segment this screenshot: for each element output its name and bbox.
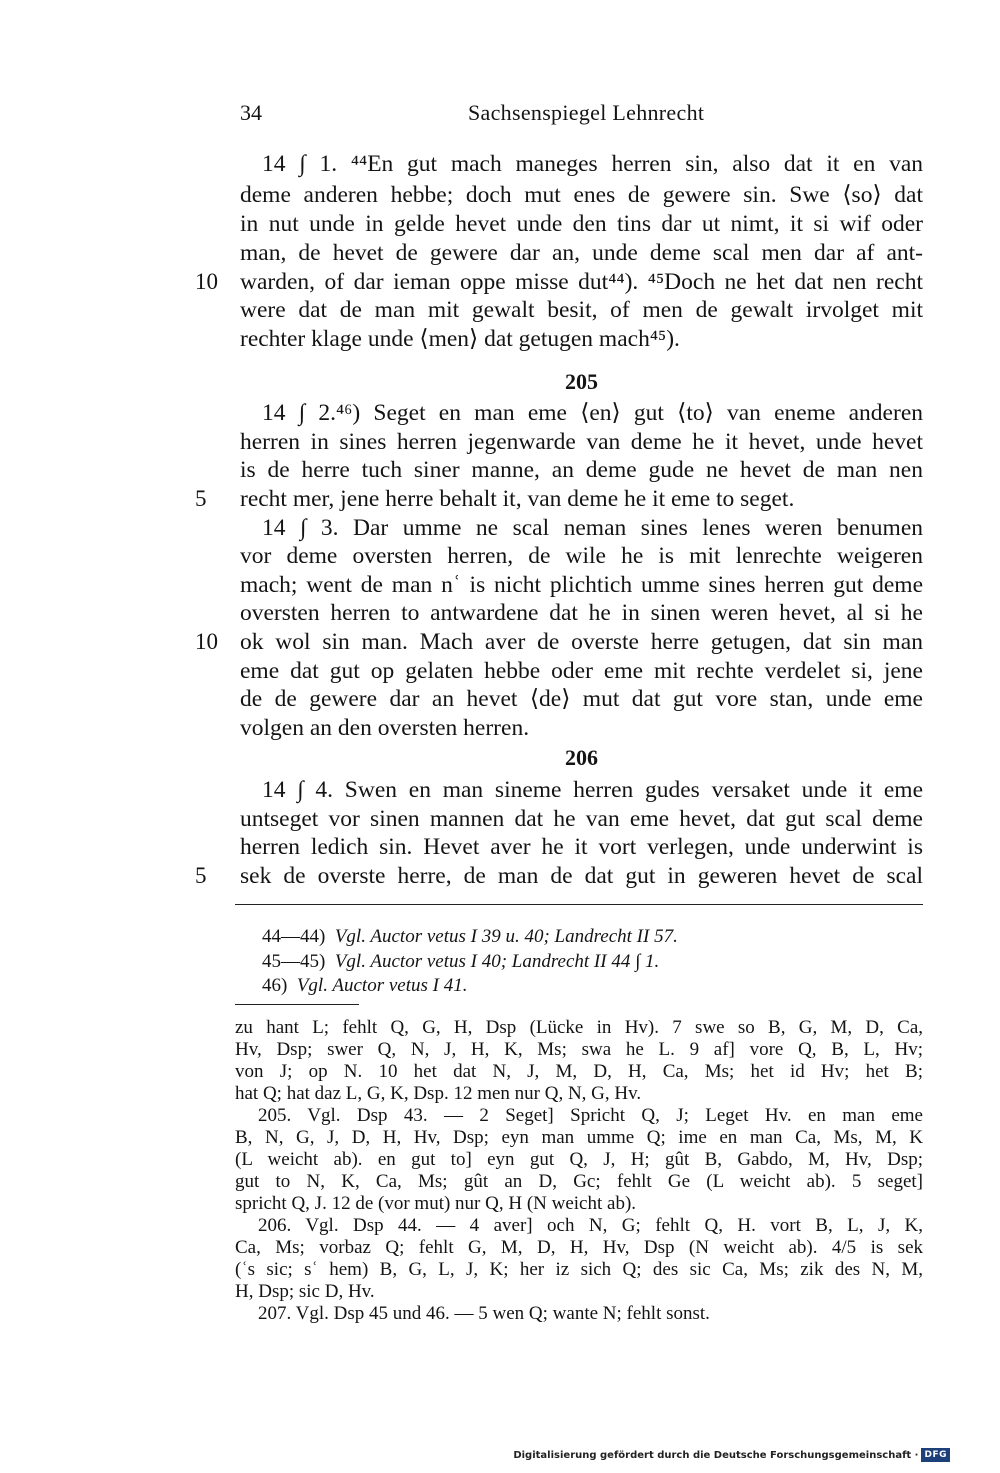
text-line: ok wol sin man. Mach aver de overste herre getugen, dat sin man: [240, 629, 923, 655]
text-line: herren ledich sin. Hevet aver he it vort verlegen, unde underwint is: [240, 834, 923, 860]
section-number: 206: [565, 745, 598, 770]
apparatus-line: 207. Vgl. Dsp 45 und 46. — 5 wen Q; wante N; fehlt sonst.: [258, 1303, 710, 1324]
footnote-text: Vgl. Auctor vetus I 41.: [296, 975, 468, 996]
apparatus-line: Ca, Ms; vorbaz Q; fehlt G, M, D, H, Hv, Dsp (N weicht ab). 4/5 is sek: [235, 1237, 923, 1258]
running-title: Sachsenspiegel Lehnrecht: [468, 100, 705, 125]
footnote-text: Vgl. Auctor vetus I 39 u. 40; Landrecht II 57.: [334, 926, 678, 947]
text-line: mach; went de man nʿ is nicht plichtich umme sines herren gut deme: [240, 572, 923, 598]
apparatus-separator: [235, 1004, 359, 1005]
footnote-text: Vgl. Auctor vetus I 40; Landrecht II 44 ∫ 1.: [334, 951, 660, 972]
page-number: 34: [240, 100, 262, 125]
text-line: 14 ∫ 1. ⁴⁴En gut mach maneges herren sin, also dat it en van: [262, 151, 923, 177]
text-line: untseget vor sinen mannen dat he van eme hevet, dat gut scal deme: [240, 806, 923, 832]
apparatus-line: (L weicht ab). en gut to] eyn gut Q, J, H; gût B, Gabdo, M, Hv, Dsp;: [235, 1149, 923, 1170]
text-line: rechter klage unde ⟨men⟩ dat getugen mach⁴⁵).: [240, 326, 680, 352]
footnote: [262, 925, 678, 949]
section-number: 205: [565, 369, 598, 394]
funding-footer: [513, 1447, 950, 1463]
apparatus-line: von J; op N. 10 het dat N, J, M, D, H, Ca, Ms; het id Hv; het B;: [235, 1061, 923, 1082]
text-line: herren in sines herren jegenwarde van deme he it hevet, unde hevet: [240, 429, 923, 455]
footnote-ref: 44—44): [262, 926, 326, 947]
apparatus-line: Hv, Dsp; swer Q, N, J, H, K, Ms; swa he L. 9 af] vore Q, B, L, Hv;: [235, 1039, 923, 1060]
apparatus-line: zu hant L; fehlt Q, G, H, Dsp (Lücke in Hv). 7 swe so B, G, M, D, Ca,: [235, 1017, 923, 1038]
footnote-separator: [235, 904, 923, 905]
footnote: [262, 974, 467, 998]
footnote: [262, 950, 659, 974]
text-line: eme dat gut op gelaten hebbe oder eme mit rechte verdelet si, jene: [240, 658, 923, 684]
text-line: vor deme oversten herren, de wile he is mit lenrechte weigeren: [240, 543, 923, 569]
footnote-ref: 45—45): [262, 951, 326, 972]
text-line: man, de hevet de gewere dar an, unde deme scal men dar af ant-: [240, 240, 923, 266]
text-line: in nut unde in gelde hevet unde den tins dar ut nimt, it si wif oder: [240, 211, 923, 237]
apparatus-line: (ʿs sic; sʿ hem) B, G, L, J, K; her iz sich Q; des sic Ca, Ms; zik des N, M,: [235, 1259, 923, 1280]
line-number: 5: [195, 486, 207, 511]
line-number: 10: [195, 269, 218, 294]
text-line: de de gewere dar an hevet ⟨de⟩ mut dat gut vore stan, unde eme: [240, 686, 923, 712]
dfg-logo: DFG: [921, 1448, 950, 1462]
apparatus-line: hat Q; hat daz L, G, K, Dsp. 12 men nur Q, N, G, Hv.: [235, 1083, 642, 1104]
text-line: deme anderen hebbe; doch mut enes de gewere sin. Swe ⟨so⟩ dat: [240, 182, 923, 208]
text-line: is de herre tuch siner manne, an deme gude ne hevet de man nen: [240, 457, 923, 483]
text-line: 14 ∫ 3. Dar umme ne scal neman sines lenes weren benumen: [262, 515, 923, 541]
apparatus-line: 206. Vgl. Dsp 44. — 4 aver] och N, G; fehlt Q, H. vort B, L, J, K,: [258, 1215, 923, 1236]
text-line: sek de overste herre, de man de dat gut in geweren hevet de scal: [240, 863, 923, 889]
apparatus-line: B, N, G, J, D, H, Hv, Dsp; eyn man umme Q; ime en man Ca, Ms, M, K: [235, 1127, 923, 1148]
line-number: 5: [195, 863, 207, 888]
apparatus-line: spricht Q, J. 12 de (vor mut) nur Q, H (N weicht ab).: [235, 1193, 637, 1214]
apparatus-line: gut to N, K, Ca, Ms; gût an D, Gc; fehlt Ge (L weicht ab). 5 seget]: [235, 1171, 923, 1192]
funding-text: Digitalisierung gefördert durch die Deutsche Forschungsgemeinschaft ·: [513, 1449, 919, 1461]
text-line: 14 ∫ 2.⁴⁶) Seget en man eme ⟨en⟩ gut ⟨to⟩ van eneme anderen: [262, 400, 923, 426]
apparatus-line: H, Dsp; sic D, Hv.: [235, 1281, 375, 1302]
page-header: [240, 100, 920, 130]
apparatus-line: 205. Vgl. Dsp 43. — 2 Seget] Spricht Q, J; Leget Hv. en man eme: [258, 1105, 923, 1126]
text-line: oversten herren to antwardene dat he in sinen weren hevet, al si he: [240, 600, 923, 626]
text-line: 14 ∫ 4. Swen en man sineme herren gudes versaket unde it eme: [262, 777, 923, 803]
text-line: were dat de man mit gewalt besit, of men de gewalt irvolget mit: [240, 297, 923, 323]
text-line: warden, of dar ieman oppe misse dut⁴⁴). ⁴⁵Doch ne het dat nen recht: [240, 269, 923, 295]
text-line: volgen an den oversten herren.: [240, 715, 530, 741]
footnote-ref: 46): [262, 975, 288, 996]
text-line: recht mer, jene herre behalt it, van deme he it eme to seget.: [240, 486, 795, 512]
line-number: 10: [195, 629, 218, 654]
